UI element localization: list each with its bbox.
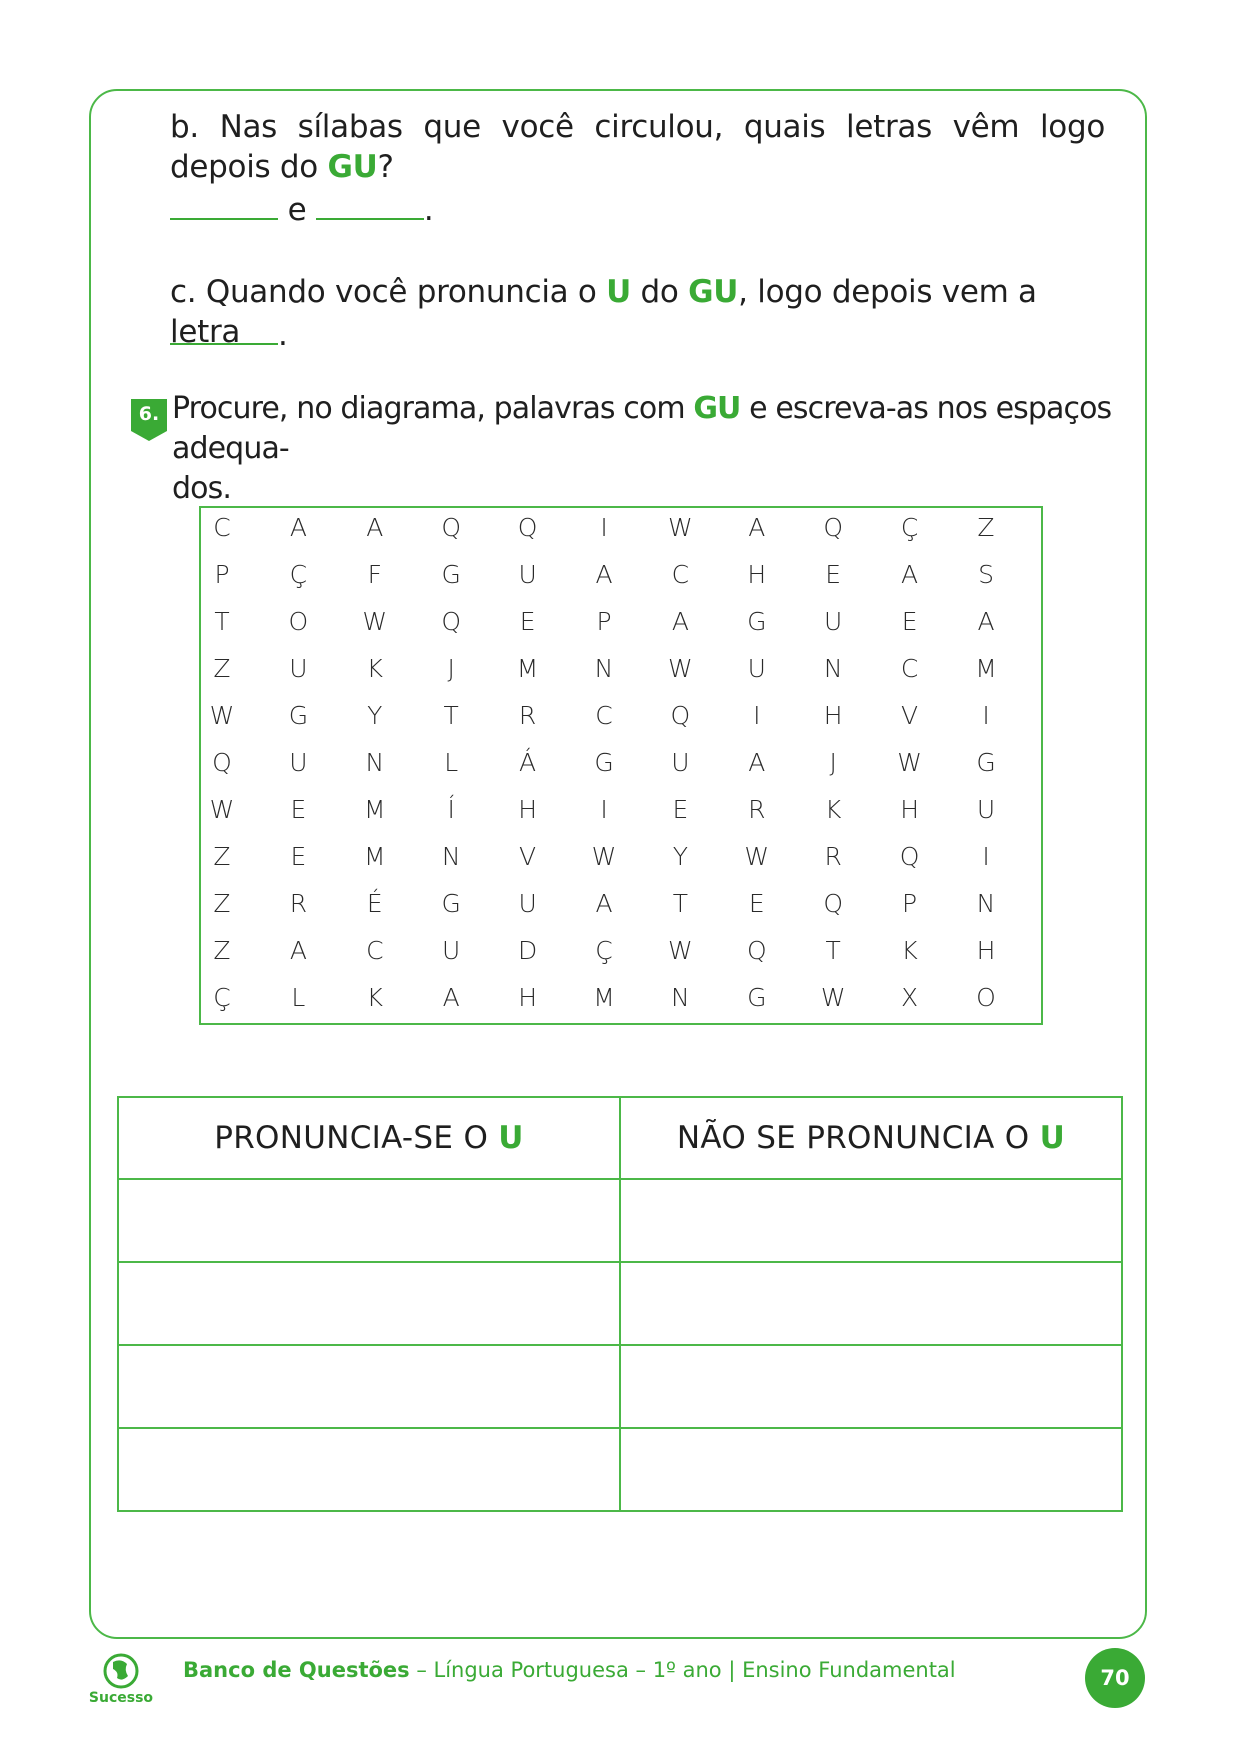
answer-cell[interactable] <box>119 1263 619 1343</box>
header-highlight: U <box>498 1120 524 1156</box>
answer-cell[interactable] <box>621 1180 1121 1260</box>
grid-letter[interactable]: M <box>975 654 997 683</box>
grid-letter[interactable]: V <box>901 701 919 730</box>
grid-letter[interactable]: U <box>289 654 308 683</box>
answer-blank-3[interactable] <box>170 323 278 345</box>
exercise-6-text-line2: dos. <box>172 471 231 506</box>
grid-letter[interactable]: M <box>516 654 539 683</box>
grid-letter[interactable]: C <box>366 936 384 965</box>
grid-letter[interactable]: Q <box>517 513 538 542</box>
grid-letter[interactable]: I <box>753 701 761 730</box>
footer-title-rest: – Língua Portuguesa – 1º ano | Ensino Fundamental <box>409 1658 956 1682</box>
grid-letter[interactable]: I <box>600 513 608 542</box>
grid-letter[interactable]: U <box>976 795 996 824</box>
grid-letter[interactable]: J <box>829 748 837 777</box>
grid-letter[interactable]: N <box>365 748 385 777</box>
grid-letter[interactable]: H <box>518 983 537 1012</box>
question-b-highlight: GU <box>327 149 378 185</box>
grid-letter[interactable]: T <box>672 889 689 918</box>
question-c-middle: do <box>630 274 689 310</box>
grid-letter[interactable]: U <box>289 748 308 777</box>
grid-letter[interactable]: O <box>976 983 996 1012</box>
grid-letter[interactable]: H <box>518 795 537 824</box>
grid-letter[interactable]: A <box>748 513 766 542</box>
grid-letter[interactable]: C <box>213 513 231 542</box>
grid-letter[interactable]: E <box>748 889 765 918</box>
answer-cell[interactable] <box>119 1429 619 1509</box>
grid-letter[interactable]: W <box>668 513 693 542</box>
grid-letter[interactable]: L <box>444 748 459 777</box>
grid-letter[interactable]: S <box>978 560 994 589</box>
grid-letter[interactable]: Í <box>447 795 455 824</box>
answer-blank-1[interactable] <box>170 198 278 220</box>
grid-letter[interactable]: K <box>901 936 918 965</box>
grid-letter[interactable]: Ç <box>213 983 231 1012</box>
answer-cell[interactable] <box>119 1180 619 1260</box>
grid-letter[interactable]: A <box>595 560 613 589</box>
grid-letter[interactable]: C <box>671 560 690 589</box>
grid-letter[interactable]: V <box>519 842 537 871</box>
grid-letter[interactable]: X <box>901 983 919 1012</box>
grid-letter[interactable]: J <box>447 654 455 683</box>
grid-letter[interactable]: Q <box>899 842 920 871</box>
header-text: NÃO SE PRONUNCIA O <box>676 1120 1040 1156</box>
grid-letter[interactable]: A <box>671 607 689 636</box>
grid-letter[interactable]: A <box>748 748 766 777</box>
grid-letter[interactable]: W <box>209 701 235 730</box>
grid-letter[interactable]: W <box>820 983 846 1012</box>
grid-letter[interactable]: W <box>897 748 922 777</box>
grid-letter[interactable]: Q <box>670 701 691 730</box>
grid-letter[interactable]: U <box>671 748 690 777</box>
grid-letter[interactable]: U <box>442 936 461 965</box>
grid-letter[interactable]: Q <box>212 748 232 777</box>
grid-letter[interactable]: W <box>668 936 693 965</box>
footer-title-bold: Banco de Questões <box>183 1658 410 1682</box>
grid-letter[interactable]: P <box>596 607 612 636</box>
table-header-not-pronounced <box>621 1120 1121 1156</box>
question-c-text: c. Quando você pronuncia o <box>170 274 607 310</box>
grid-letter[interactable]: P <box>902 889 918 918</box>
grid-letter[interactable]: A <box>289 513 307 542</box>
grid-letter[interactable]: G <box>976 748 996 777</box>
grid-letter[interactable]: W <box>362 607 388 636</box>
answer-blank-2[interactable] <box>316 198 424 220</box>
grid-letter[interactable]: A <box>901 560 919 589</box>
grid-letter[interactable]: W <box>744 842 770 871</box>
grid-letter[interactable]: Q <box>823 513 844 542</box>
grid-letter[interactable]: Ç <box>900 513 919 542</box>
grid-letter[interactable]: M <box>593 983 615 1012</box>
page-number: 70 <box>1085 1648 1145 1708</box>
header-text: PRONUNCIA-SE O <box>214 1120 499 1156</box>
grid-letter[interactable]: Z <box>977 513 995 542</box>
grid-letter[interactable]: H <box>900 795 919 824</box>
grid-letter[interactable]: Q <box>441 607 462 636</box>
grid-letter[interactable]: U <box>824 607 843 636</box>
grid-letter[interactable]: E <box>290 795 307 824</box>
grid-letter[interactable]: O <box>288 607 309 636</box>
grid-letter[interactable]: K <box>366 654 383 683</box>
grid-letter[interactable]: G <box>288 701 309 730</box>
grid-letter[interactable]: T <box>825 936 841 965</box>
grid-letter[interactable]: T <box>214 607 230 636</box>
grid-letter[interactable]: A <box>977 607 995 636</box>
grid-letter[interactable]: I <box>600 795 608 824</box>
grid-letter[interactable]: W <box>668 654 693 683</box>
grid-letter[interactable]: E <box>519 607 536 636</box>
grid-letter[interactable]: Z <box>213 889 231 918</box>
answer-cell[interactable] <box>621 1263 1121 1343</box>
footer-title <box>183 1658 956 1682</box>
question-b-suffix: ? <box>377 149 394 185</box>
answer-joiner: e <box>287 192 307 228</box>
exercise-6-instruction <box>172 389 1132 509</box>
grid-letter[interactable]: W <box>591 842 617 871</box>
grid-letter[interactable]: R <box>748 795 766 824</box>
grid-letter[interactable]: Z <box>213 842 231 871</box>
grid-letter[interactable]: Z <box>213 654 231 683</box>
exercise-number-badge <box>131 399 167 441</box>
grid-letter[interactable]: U <box>747 654 766 683</box>
grid-letter[interactable]: Q <box>746 936 767 965</box>
grid-letter[interactable]: N <box>594 654 614 683</box>
grid-letter[interactable]: P <box>214 560 230 589</box>
grid-letter[interactable]: I <box>982 842 990 871</box>
grid-letter[interactable]: A <box>442 983 460 1012</box>
question-b-text: b. Nas sílabas que você circulou, quais letras vêm logo depois do <box>170 109 1105 185</box>
grid-letter[interactable]: N <box>976 889 996 918</box>
grid-letter[interactable]: Y <box>672 842 689 871</box>
answer-cell[interactable] <box>621 1346 1121 1426</box>
grid-letter[interactable]: U <box>518 889 537 918</box>
grid-letter[interactable]: F <box>367 560 382 589</box>
grid-letter[interactable]: E <box>825 560 842 589</box>
grid-letter[interactable]: C <box>900 654 919 683</box>
grid-letter[interactable]: Á <box>519 748 537 777</box>
grid-letter[interactable]: E <box>901 607 918 636</box>
grid-letter[interactable]: K <box>366 983 383 1012</box>
answer-cell[interactable] <box>621 1429 1121 1509</box>
grid-letter[interactable]: É <box>366 889 383 918</box>
grid-letter[interactable]: N <box>823 654 843 683</box>
logo-text: Sucesso <box>88 1690 154 1706</box>
question-c-highlight-gu: GU <box>688 274 739 310</box>
grid-letter[interactable]: C <box>595 701 613 730</box>
question-b <box>170 107 1105 187</box>
table-header-pronounced <box>119 1120 619 1156</box>
grid-letter[interactable]: E <box>672 795 689 824</box>
grid-letter[interactable]: A <box>595 889 613 918</box>
grid-letter[interactable]: H <box>976 936 996 965</box>
question-c-suffix: , logo depois vem a letra <box>170 274 1037 350</box>
grid-letter[interactable]: M <box>364 842 386 871</box>
globe-icon <box>86 1652 156 1692</box>
grid-letter[interactable]: R <box>289 889 308 918</box>
grid-letter[interactable]: G <box>594 748 614 777</box>
grid-letter[interactable]: H <box>823 701 843 730</box>
exercise-number: 6. <box>138 403 160 425</box>
question-c-answer: . <box>170 315 1105 355</box>
grid-letter[interactable]: D <box>517 936 538 965</box>
grid-letter[interactable]: N <box>671 983 690 1012</box>
grid-letter[interactable]: L <box>291 983 306 1012</box>
grid-letter[interactable]: I <box>982 701 990 730</box>
grid-letter[interactable]: H <box>747 560 767 589</box>
grid-letter[interactable]: Ç <box>289 560 308 589</box>
grid-letter[interactable]: G <box>441 889 461 918</box>
word-search-grid <box>199 506 1043 1025</box>
question-c-highlight-u: U <box>606 274 631 310</box>
grid-letter[interactable]: U <box>518 560 537 589</box>
grid-letter[interactable]: A <box>366 513 384 542</box>
answer-table <box>117 1096 1123 1512</box>
exercise-6-text: Procure, no diagrama, palavras com <box>172 391 694 426</box>
grid-letter[interactable]: G <box>441 560 461 589</box>
grid-letter[interactable]: G <box>747 607 767 636</box>
grid-letter[interactable]: N <box>441 842 461 871</box>
exercise-6-text-after: e escreva-as nos espaços adequa- <box>172 391 1112 466</box>
grid-letter[interactable]: K <box>824 795 842 824</box>
grid-letter[interactable]: M <box>364 795 386 824</box>
grid-letter[interactable]: Q <box>823 889 844 918</box>
grid-letter[interactable]: E <box>290 842 307 871</box>
grid-letter[interactable]: R <box>824 842 842 871</box>
grid-letter[interactable]: A <box>289 936 307 965</box>
header-highlight: U <box>1039 1120 1066 1156</box>
exercise-6-highlight: GU <box>693 391 741 426</box>
grid-letter[interactable]: Z <box>213 936 231 965</box>
grid-letter[interactable]: Ç <box>595 936 613 965</box>
grid-letter[interactable]: G <box>747 983 767 1012</box>
grid-letter[interactable]: R <box>518 701 537 730</box>
question-b-answer: e . <box>170 190 1105 230</box>
grid-letter[interactable]: W <box>209 795 235 824</box>
grid-letter[interactable]: T <box>443 701 459 730</box>
grid-letter[interactable]: Y <box>367 701 383 730</box>
answer-cell[interactable] <box>119 1346 619 1426</box>
grid-letter[interactable]: Q <box>441 513 462 542</box>
